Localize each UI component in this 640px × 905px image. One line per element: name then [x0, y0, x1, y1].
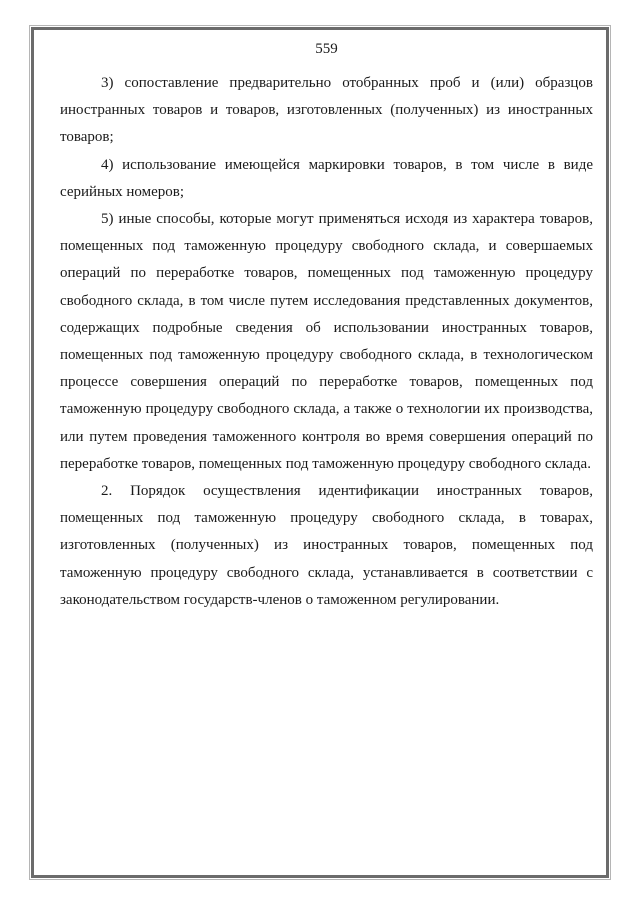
paragraph-section-2: 2. Порядок осуществления идентификации иностранных товаров, помещенных под таможенную процедуру свободного склада, в товарах, изготовленных (полученных) из иностранных товаров, помещенных под таможенную процедуру свободного склада, устанавливается в соответствии с законодательством государств-членов о таможенном регулировании. — [60, 483, 593, 608]
paragraph-item-3: 3) сопоставление предварительно отобранных проб и (или) образцов иностранных товаров и товаров, изготовленных (полученных) из иностранных товаров; — [60, 75, 593, 146]
paragraph-item-5: 5) иные способы, которые могут применяться исходя из характера товаров, помещенных под таможенную процедуру свободного склада, и совершаемых операций по переработке товаров, помещенных под таможенную процедуру свободного склада, в том числе путем исследования представленных документов, содержащих подробные сведения об использовании иностранных товаров, помещенных под таможенную процедуру свободного склада, в технологическом процессе совершения операций по переработке товаров, помещенных под таможенную процедуру свободного склада, а также о технологии их производства, или путем проведения таможенного контроля во время совершения операций по переработке товаров, помещенных под таможенную процедуру свободного склада. — [60, 211, 593, 472]
paragraph-item-4: 4) использование имеющейся маркировки товаров, в том числе в виде серийных номеров; — [60, 156, 593, 200]
page-number: 559 — [315, 41, 338, 57]
document-body — [60, 40, 593, 614]
